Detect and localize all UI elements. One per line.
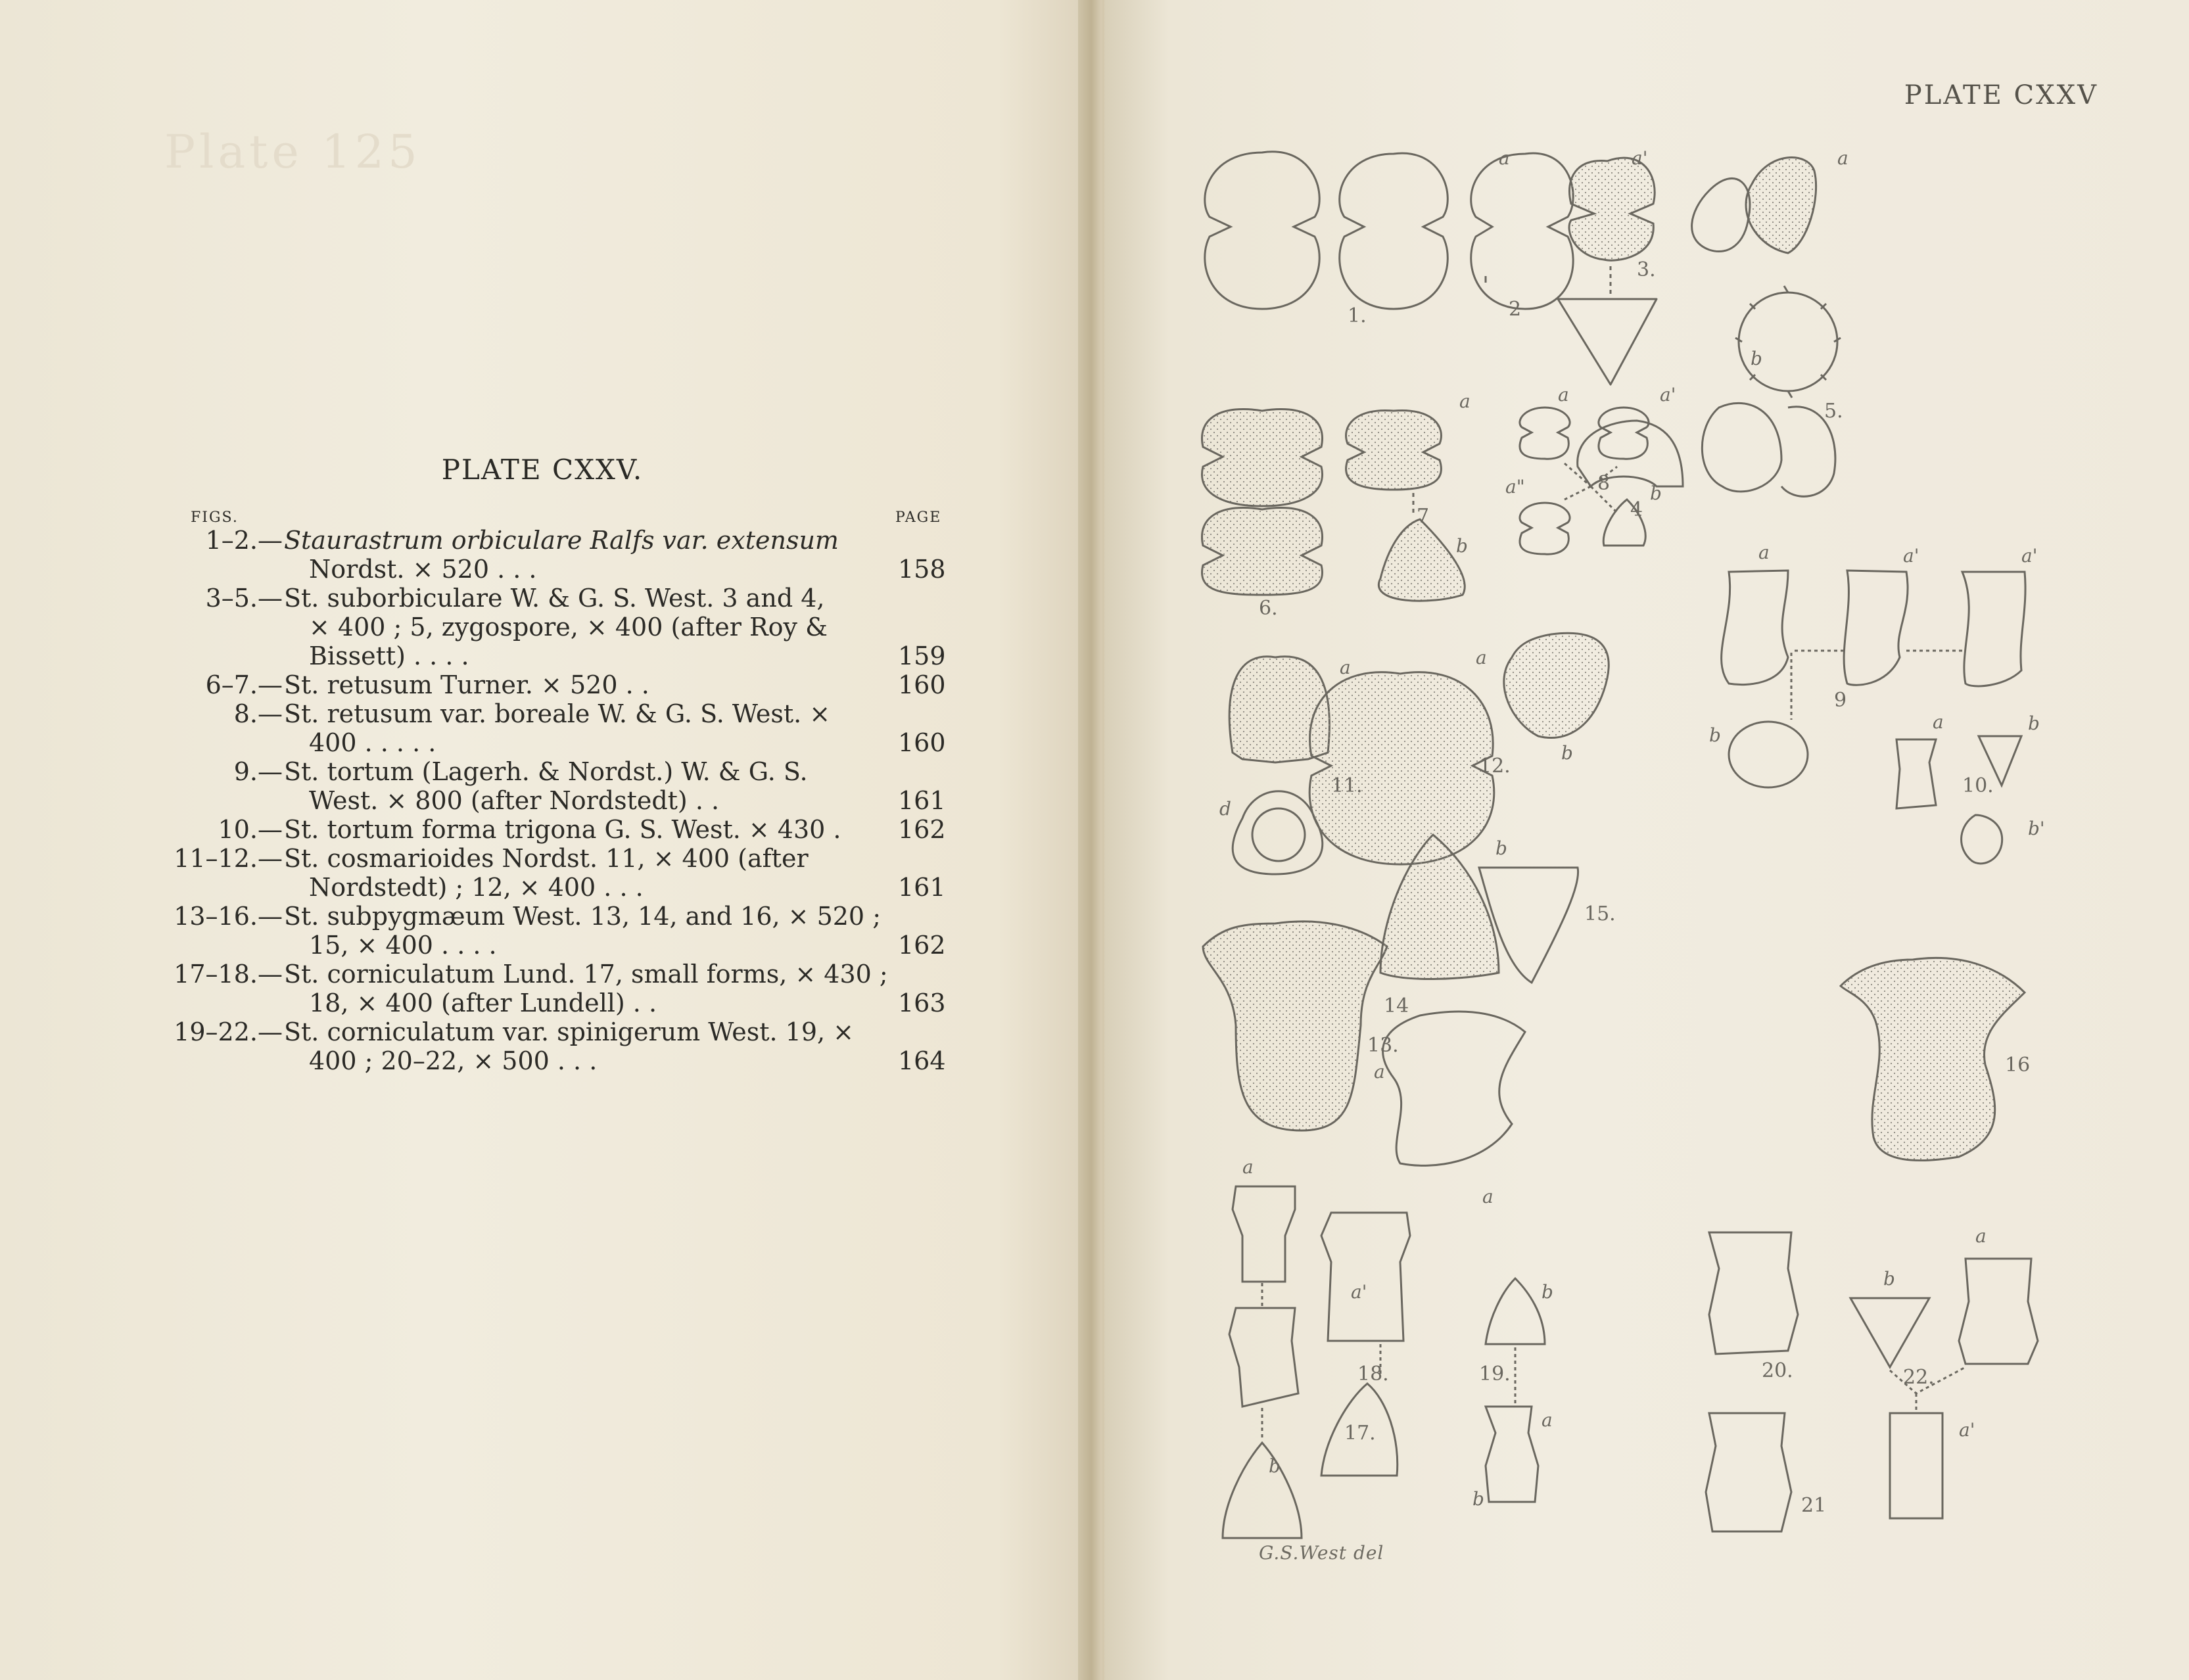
sub-label-b: b: [1650, 482, 1662, 504]
sub-label-a-prime: a': [1903, 545, 1919, 567]
figure-1-drawing: [1205, 152, 1319, 309]
sub-label-a-dbl: a": [1505, 476, 1525, 498]
plate-title: PLATE CXXV.: [441, 454, 644, 486]
fig-label-22: 22.: [1903, 1366, 1935, 1389]
figure-22a-drawing: [1959, 1259, 2038, 1364]
sub-label-a-prime: a': [1959, 1419, 1975, 1441]
sub-label-a: a: [1459, 390, 1471, 412]
fig-label-10: 10.: [1962, 774, 1994, 797]
fig-label-17: 17.: [1344, 1422, 1376, 1445]
fig-label-2: 2: [1509, 298, 1522, 321]
figure-7b-drawing: [1378, 519, 1465, 601]
sub-label-a-prime: a': [1660, 384, 1676, 406]
sub-label-a-prime: a': [1632, 147, 1648, 169]
figure-22b-drawing: [1850, 1298, 1929, 1367]
fig-label-7: 7: [1417, 505, 1430, 528]
sub-label-a: a: [1558, 384, 1569, 406]
legend-figs: 10.—: [218, 815, 283, 844]
fig-label-1: 1.: [1348, 304, 1367, 327]
fig-label-18: 18.: [1357, 1363, 1389, 1386]
figure-2a-prime-drawing: [1471, 153, 1573, 309]
sub-label-b: b: [1472, 1488, 1484, 1510]
legend-line: Bissett) . . . .: [309, 642, 469, 670]
legend-line: Nordstedt) ; 12, × 400 . . .: [309, 873, 644, 902]
legend-line: St. corniculatum var. spinigerum West. 19, ×: [284, 1017, 855, 1046]
figure-9a-prime2-drawing: [1962, 572, 2025, 686]
sub-label-b: b: [2028, 712, 2040, 734]
figure-9a-drawing: [1722, 571, 1788, 685]
legend-line: St. subpygmæum West. 13, 14, and 16, × 520 ;: [284, 902, 881, 931]
legend-figs: 8.—: [233, 699, 283, 728]
plate-illustrations: [1104, 0, 2189, 1680]
figure-21-drawing: [1706, 1413, 1791, 1531]
sub-label-b: b: [1542, 1281, 1553, 1303]
sub-label-a-prime: a': [1351, 1281, 1367, 1303]
legend-line: St. corniculatum Lund. 17, small forms, × 430 ;: [284, 960, 888, 989]
legend-figs: 13–16.—: [174, 902, 283, 931]
legend-line: St. retusum var. boreale W. & G. S. West. ×: [284, 699, 831, 728]
legend-page: 159: [898, 642, 946, 670]
sub-label-d: d: [1219, 798, 1231, 820]
sub-label-a: a: [1476, 647, 1487, 668]
legend-figs: 17–18.—: [174, 960, 283, 989]
figure-6-drawing: [1202, 409, 1322, 506]
plate-running-title: PLATE CXXV: [1904, 80, 2098, 110]
legend-figs: 6–7.—: [205, 670, 283, 699]
legend-page: 164: [898, 1046, 946, 1075]
legend-figs: 19–22.—: [174, 1017, 283, 1046]
fig-label-15: 15.: [1584, 902, 1616, 925]
figure-12b-drawing: [1504, 633, 1609, 737]
sub-label-b: b: [1495, 837, 1507, 859]
fig-label-12: 12.: [1479, 755, 1511, 778]
figure-19a-drawing: [1486, 1407, 1538, 1502]
fig-label-11: 11.: [1331, 774, 1363, 797]
legend-figs: 3–5.—: [205, 584, 283, 613]
sub-label-b: b: [1561, 742, 1573, 764]
left-page: [0, 0, 1085, 1680]
legend-line: St. retusum Turner. × 520 . .: [284, 670, 649, 699]
legend-line: 400 . . . . .: [309, 728, 436, 757]
sub-label-a: a: [1499, 147, 1510, 169]
legend-line: West. × 800 (after Nordstedt) . .: [309, 786, 720, 815]
sub-label-a: a: [1340, 657, 1351, 678]
sub-label-a: a: [1758, 542, 1770, 563]
sub-label-a: a: [1542, 1409, 1553, 1431]
legend-figs: 1–2.—: [205, 526, 283, 555]
legend-figs: 9.—: [233, 757, 283, 786]
fig-label-19: 19.: [1479, 1363, 1511, 1386]
fig-label-9: 9: [1834, 689, 1847, 712]
figure-17a-drawing: [1233, 1186, 1295, 1282]
legend-line: Nordst. × 520 . . .: [309, 555, 537, 584]
fig-label-14: 14: [1384, 994, 1409, 1017]
right-page: [1104, 0, 2189, 1680]
figure-4-drawing: [1578, 421, 1683, 486]
legend-line: St. cosmarioides Nordst. 11, × 400 (after: [284, 844, 809, 873]
page-column-header: PAGE: [895, 509, 942, 526]
legend-figs: 11–12.—: [174, 844, 283, 873]
fig-label-21: 21: [1801, 1494, 1827, 1517]
fig-label-13: 13.: [1367, 1034, 1399, 1057]
ghost-text: Plate 125: [164, 125, 421, 179]
sub-label-a: a: [1933, 711, 1944, 733]
figure-14a-drawing: [1383, 1012, 1525, 1165]
legend-line: Staurastrum orbiculare Ralfs var. extensum: [284, 526, 839, 555]
sub-label-a: a: [1374, 1061, 1385, 1083]
legend-page: 162: [898, 815, 946, 844]
figure-9a-prime-drawing: [1844, 571, 1908, 685]
sub-label-b: b: [1269, 1455, 1281, 1477]
figure-9b-drawing: [1729, 722, 1808, 787]
figure-10a-drawing: [1896, 739, 1936, 808]
legend-page: 158: [898, 555, 946, 584]
figure-3b-drawing: [1558, 299, 1657, 385]
figs-column-header: FIGS.: [191, 509, 239, 526]
legend-line: 400 ; 20–22, × 500 . . .: [309, 1046, 598, 1075]
figure-7a-drawing: [1346, 410, 1442, 490]
sub-label-a-prime: a': [2021, 545, 2038, 567]
sub-label-a: a: [1242, 1156, 1254, 1178]
figure-5-zygospore-top: [1746, 158, 1816, 253]
figure-16-drawing: [1841, 958, 2025, 1160]
figure-17b-drawing: [1223, 1443, 1302, 1538]
sub-label-a: a: [1482, 1186, 1494, 1207]
figure-3a-drawing: [1569, 158, 1655, 260]
sub-label-b: b: [1751, 348, 1762, 369]
fig-label-6: 6.: [1259, 597, 1278, 620]
figure-5-zygospore-side: [1692, 178, 1750, 251]
legend-page: 161: [898, 786, 946, 815]
legend-line: St. suborbiculare W. & G. S. West. 3 and 4,: [284, 584, 825, 613]
fig-label-20: 20.: [1762, 1359, 1793, 1382]
figure-18a-drawing: [1321, 1213, 1410, 1341]
sub-label-b: b: [1883, 1268, 1895, 1290]
sub-label-b: b: [1709, 724, 1721, 746]
figure-19b-drawing: [1486, 1278, 1545, 1344]
figure-8a-drawing: [1520, 408, 1570, 459]
legend-line: St. tortum forma trigona G. S. West. × 430 .: [284, 815, 841, 844]
artist-credit: G.S.West del: [1259, 1542, 1384, 1564]
legend-page: 160: [898, 728, 946, 757]
fig-label-8: 8: [1597, 472, 1611, 495]
figure-13-drawing: [1203, 922, 1387, 1131]
fig-label-4: 4: [1630, 498, 1643, 521]
legend-line: 15, × 400 . . . .: [309, 931, 497, 960]
figure-2a-drawing: [1340, 153, 1448, 309]
fig-label-3: 3.: [1637, 258, 1656, 281]
sub-label-a: a: [1837, 147, 1848, 169]
legend-line: St. tortum (Lagerh. & Nordst.) W. & G. S.: [284, 757, 808, 786]
sub-label-b-prime: b': [2028, 818, 2045, 839]
legend-page: 160: [898, 670, 946, 699]
legend-page: 162: [898, 931, 946, 960]
legend-page: 163: [898, 989, 946, 1017]
figure-10b-prime-drawing: [1962, 815, 2002, 864]
legend-line: 18, × 400 (after Lundell) . .: [309, 989, 657, 1017]
legend-line: × 400 ; 5, zygospore, × 400 (after Roy &: [309, 613, 828, 642]
fig-label-5: 5.: [1824, 400, 1843, 423]
figure-17a-prime-drawing: [1229, 1308, 1298, 1407]
figure-8a-dbl-drawing: [1520, 503, 1570, 554]
figure-8a-prime-drawing: [1599, 408, 1649, 459]
figure-12a-drawing: [1309, 672, 1494, 864]
sub-label-a: a: [1975, 1225, 1987, 1247]
figure-22a-prime-drawing: [1890, 1413, 1942, 1518]
figure-5-zygospore-halves: [1702, 403, 1835, 496]
legend-page: 161: [898, 873, 946, 902]
figure-20-drawing: [1709, 1232, 1798, 1354]
sub-label-b: b: [1456, 535, 1468, 557]
fig-label-16: 16: [2005, 1054, 2031, 1077]
